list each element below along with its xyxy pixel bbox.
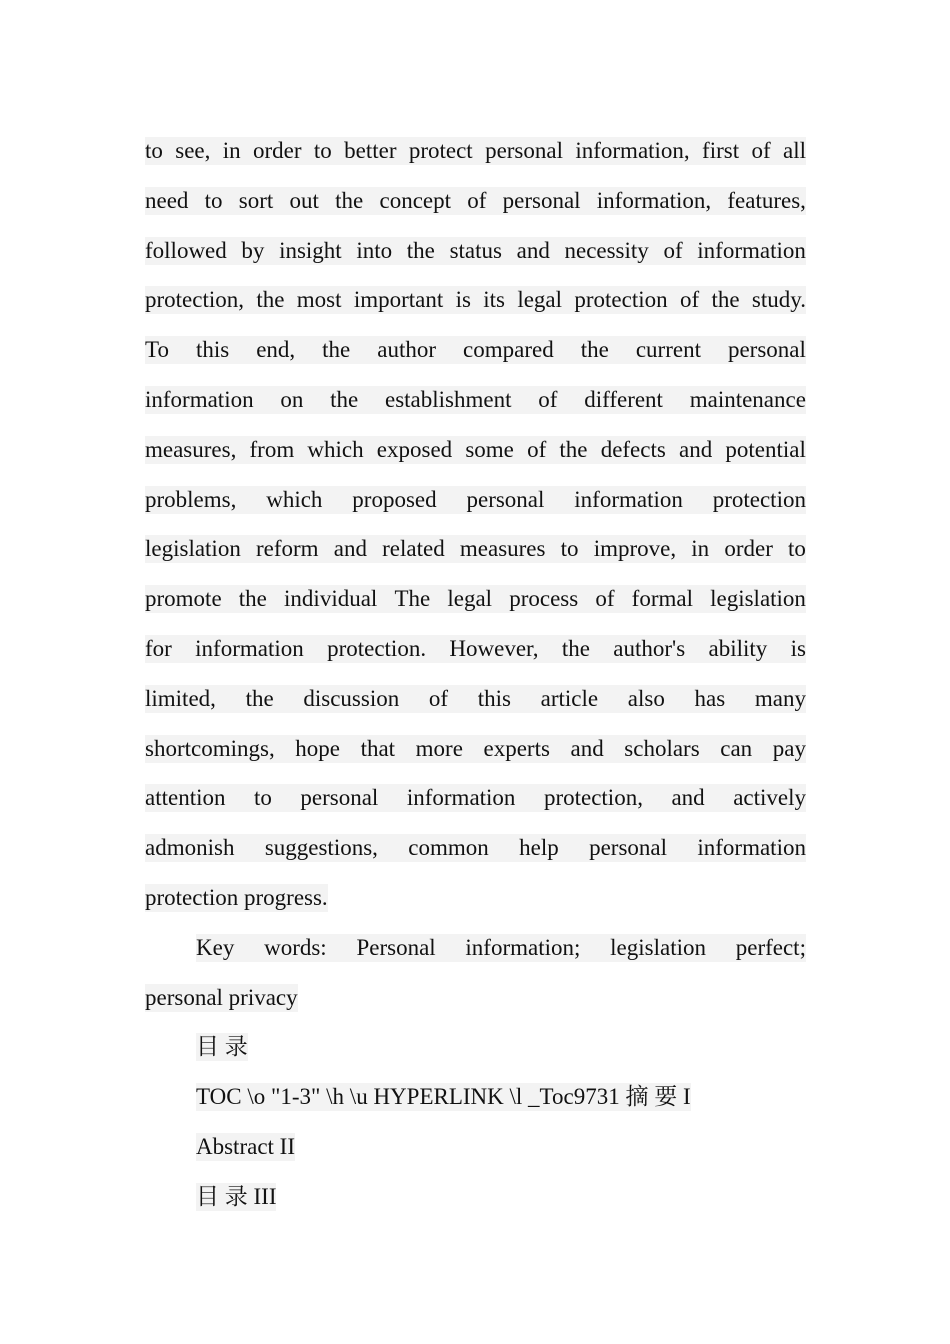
abstract-word: most — [296, 287, 342, 313]
document-page — [145, 125, 806, 1221]
abstract-word: status — [449, 237, 502, 263]
abstract-word: legislation — [145, 536, 241, 562]
abstract-word: personal — [502, 187, 581, 213]
abstract-word: information — [406, 785, 516, 811]
abstract-word: ability — [708, 635, 768, 661]
abstract-word: personal — [727, 337, 806, 363]
abstract-line-text — [145, 685, 806, 713]
abstract-word: the — [559, 436, 588, 462]
toc-entry-text[interactable]: 目 录 III — [196, 1183, 277, 1209]
abstract-word: features, — [727, 187, 806, 213]
abstract-word: insight — [279, 237, 342, 263]
abstract-word: help — [519, 835, 559, 861]
abstract-word: and — [570, 735, 604, 761]
abstract-word: pay — [772, 735, 806, 761]
abstract-word: scholars — [624, 735, 700, 761]
abstract-line-text — [145, 336, 806, 364]
abstract-line-text — [145, 137, 806, 165]
abstract-line — [145, 274, 806, 324]
abstract-word: the — [238, 586, 267, 612]
abstract-word: for — [145, 635, 172, 661]
abstract-word: see, — [175, 138, 211, 163]
keywords-word: legislation — [610, 934, 706, 960]
abstract-line — [145, 822, 806, 872]
abstract-word: author's — [613, 635, 686, 661]
abstract-word: the — [322, 337, 351, 363]
abstract-line-text — [145, 834, 806, 862]
abstract-word: current — [635, 337, 701, 363]
abstract-word: legal — [447, 586, 493, 612]
abstract-word: to — [254, 785, 272, 811]
abstract-word: personal — [466, 486, 545, 512]
abstract-word: and — [516, 237, 550, 263]
abstract-line — [145, 573, 806, 623]
abstract-word: on — [280, 386, 304, 412]
abstract-word: that — [360, 735, 396, 761]
abstract-line-text — [145, 436, 806, 464]
abstract-word: attention — [145, 785, 226, 811]
abstract-line — [145, 125, 806, 175]
abstract-word: order — [724, 536, 773, 562]
abstract-line — [145, 175, 806, 225]
abstract-line-text — [145, 187, 806, 215]
abstract-paragraph — [145, 125, 806, 872]
abstract-line-text — [145, 386, 806, 414]
abstract-word: of — [467, 187, 487, 213]
toc-entry[interactable] — [145, 1171, 806, 1221]
abstract-word: personal — [589, 835, 668, 861]
abstract-word: concept — [379, 187, 451, 213]
abstract-word: is — [455, 287, 471, 313]
abstract-word: discussion — [303, 685, 400, 711]
abstract-word: information — [697, 237, 806, 263]
abstract-word: protection — [574, 287, 668, 313]
abstract-word: end, — [256, 337, 296, 363]
abstract-word: reform — [256, 536, 319, 562]
abstract-word: of — [595, 586, 615, 612]
abstract-word: hope — [295, 735, 340, 761]
abstract-word: maintenance — [689, 386, 806, 412]
abstract-word: limited, — [145, 685, 216, 711]
abstract-word: shortcomings, — [145, 735, 275, 761]
abstract-word: to — [788, 536, 806, 562]
abstract-word: of — [428, 685, 449, 711]
abstract-word: this — [477, 685, 511, 711]
abstract-word: personal — [300, 785, 379, 811]
abstract-line — [145, 772, 806, 822]
abstract-word: the — [711, 287, 740, 313]
abstract-word: legislation — [710, 586, 806, 612]
abstract-word: of — [751, 138, 771, 163]
abstract-line — [145, 523, 806, 573]
abstract-word: some — [465, 436, 514, 462]
abstract-word: protection. — [327, 635, 427, 661]
abstract-word: order — [252, 138, 302, 163]
abstract-word: important — [353, 287, 444, 313]
abstract-word: need — [145, 187, 189, 213]
abstract-word: author — [377, 337, 437, 363]
abstract-word: measures — [459, 536, 546, 562]
abstract-word: its — [483, 287, 505, 313]
abstract-line — [145, 673, 806, 723]
abstract-word: the — [406, 237, 435, 263]
abstract-word: to — [560, 536, 579, 562]
abstract-word: establishment — [385, 386, 512, 412]
abstract-word: article — [540, 685, 599, 711]
abstract-word: personal — [485, 138, 563, 163]
abstract-line-text — [145, 585, 806, 613]
abstract-word: in — [222, 138, 241, 163]
abstract-line — [145, 474, 806, 524]
toc-entry-text[interactable]: TOC \o "1-3" \h \u HYPERLINK \l _Toc9731 摘 要 I — [196, 1084, 691, 1110]
abstract-word: of — [663, 237, 683, 263]
abstract-line-text — [145, 486, 806, 514]
abstract-word: to — [145, 138, 163, 163]
abstract-word: many — [754, 685, 806, 711]
abstract-word: actively — [733, 785, 806, 811]
abstract-word: study. — [751, 287, 806, 313]
abstract-word: better — [344, 138, 397, 163]
abstract-word: in — [691, 536, 710, 562]
abstract-last-line — [145, 872, 806, 922]
abstract-word: this — [195, 337, 230, 363]
abstract-word: the — [245, 685, 274, 711]
abstract-word: can — [720, 735, 753, 761]
abstract-word: information — [195, 635, 304, 661]
abstract-word: the — [256, 287, 285, 313]
abstract-word: experts — [483, 735, 550, 761]
keywords-word: Key — [196, 934, 235, 960]
abstract-word: individual — [284, 586, 378, 612]
abstract-line — [145, 424, 806, 474]
abstract-line — [145, 723, 806, 773]
abstract-line-text — [145, 735, 806, 763]
abstract-word: protection — [712, 486, 806, 512]
abstract-word: first — [702, 138, 740, 163]
abstract-line-text — [145, 286, 806, 314]
abstract-word: and — [671, 785, 705, 811]
abstract-word: exposed — [376, 436, 453, 462]
abstract-word: to — [204, 187, 223, 213]
abstract-word: information — [145, 386, 254, 412]
abstract-word: to — [313, 138, 332, 163]
abstract-line — [145, 225, 806, 275]
toc-heading — [145, 1021, 806, 1071]
toc-entry[interactable] — [145, 1071, 806, 1121]
abstract-word: different — [584, 386, 663, 412]
abstract-word: by — [241, 237, 265, 263]
abstract-word: admonish — [145, 835, 235, 861]
abstract-word: legal — [517, 287, 563, 313]
abstract-word: necessity — [564, 237, 649, 263]
abstract-line — [145, 374, 806, 424]
abstract-word: information — [574, 486, 683, 512]
abstract-word: from — [249, 436, 295, 462]
abstract-line-text — [145, 237, 806, 265]
toc-heading-text: 目 录 — [196, 1034, 248, 1060]
abstract-line — [145, 623, 806, 673]
abstract-word: potential — [725, 436, 806, 462]
abstract-word: followed — [145, 237, 227, 263]
abstract-word: To — [145, 337, 169, 363]
abstract-word: of — [538, 386, 558, 412]
abstract-word: However, — [449, 635, 539, 661]
abstract-line — [145, 324, 806, 374]
abstract-word: information — [697, 835, 806, 861]
abstract-word: the — [580, 337, 609, 363]
abstract-word: also — [627, 685, 665, 711]
abstract-word: protection, — [145, 287, 244, 313]
abstract-word: of — [679, 287, 700, 313]
abstract-word: improve, — [593, 536, 677, 562]
abstract-word: suggestions, — [264, 835, 378, 861]
keywords-line — [145, 922, 806, 972]
abstract-word: information, — [596, 187, 712, 213]
keywords-continuation-text: personal privacy — [145, 984, 298, 1010]
toc-entry-text[interactable]: Abstract II — [196, 1133, 295, 1159]
abstract-word: protection, — [543, 785, 643, 811]
abstract-word: and — [679, 436, 713, 462]
abstract-word: common — [408, 835, 489, 861]
keywords-word: perfect; — [735, 934, 806, 960]
abstract-word: promote — [145, 586, 222, 612]
keywords-word: information; — [465, 934, 581, 960]
abstract-word: into — [356, 237, 393, 263]
abstract-word: problems, — [145, 486, 237, 512]
abstract-word: the — [561, 635, 590, 661]
abstract-word: protect — [408, 138, 473, 163]
abstract-word: which — [266, 486, 323, 512]
abstract-word: process — [509, 586, 579, 612]
abstract-word: related — [382, 536, 445, 562]
abstract-word: the — [335, 187, 364, 213]
abstract-word: is — [790, 635, 806, 661]
abstract-line-text — [145, 784, 806, 812]
abstract-line-text — [145, 535, 806, 563]
keywords-text — [196, 934, 806, 962]
keywords-word: Personal — [356, 934, 436, 960]
abstract-word: information, — [575, 138, 690, 163]
abstract-word: the — [330, 386, 359, 412]
toc-entry[interactable] — [145, 1121, 806, 1171]
abstract-word: formal — [631, 586, 693, 612]
abstract-word: which — [307, 436, 364, 462]
abstract-word: all — [783, 138, 806, 163]
abstract-word: more — [415, 735, 463, 761]
keywords-continuation — [145, 972, 806, 1022]
abstract-word: proposed — [352, 486, 437, 512]
abstract-word: of — [527, 436, 547, 462]
abstract-word: and — [333, 536, 367, 562]
abstract-line-text — [145, 635, 806, 663]
abstract-word: measures, — [145, 436, 237, 462]
abstract-word: has — [694, 685, 726, 711]
abstract-last-line-text: protection progress. — [145, 884, 328, 910]
abstract-word: The — [394, 586, 431, 612]
keywords-word: words: — [264, 934, 327, 960]
abstract-word: out — [289, 187, 319, 213]
abstract-word: sort — [238, 187, 274, 213]
abstract-word: defects — [600, 436, 666, 462]
abstract-word: compared — [463, 337, 554, 363]
